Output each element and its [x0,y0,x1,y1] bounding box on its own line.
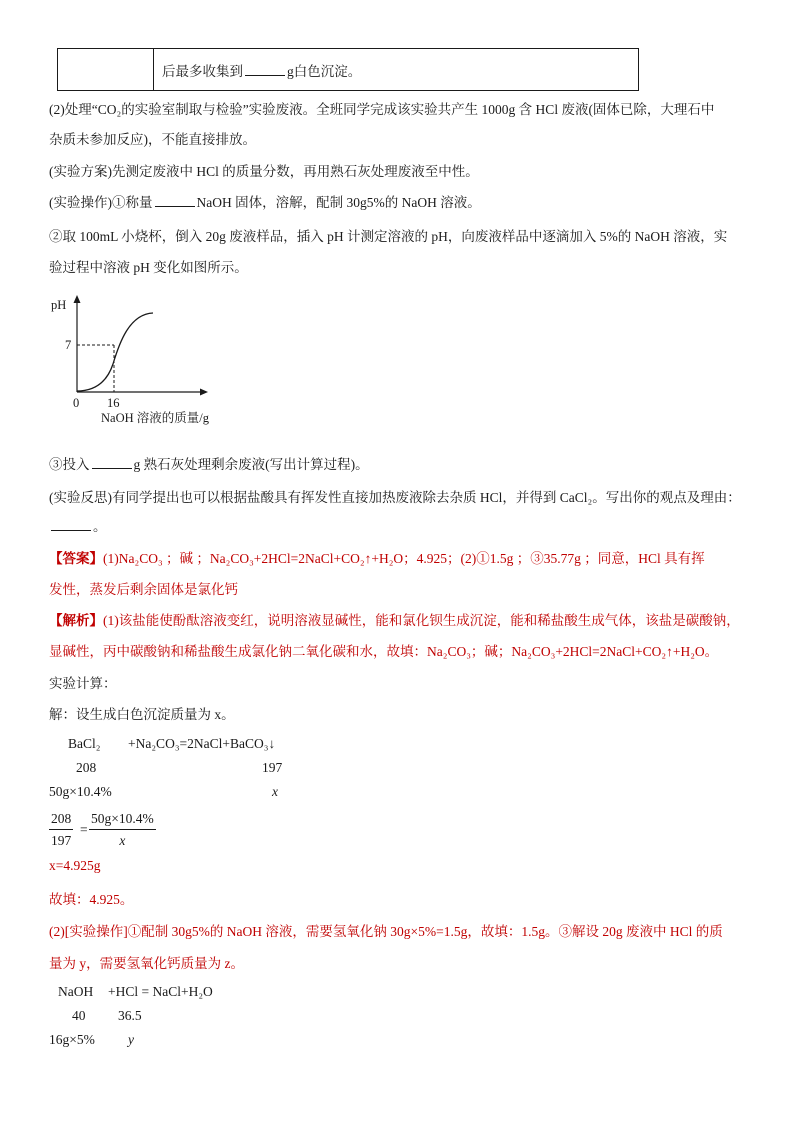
calc-heading: 实验计算： [49,676,117,691]
fraction-left-den: 197 [51,833,72,848]
eq1-given: 50g×10.4% [49,784,112,799]
fraction-equals: = [80,822,88,837]
eq1-right: +Na₂CO₃=2NaCl+BaCO₃↓ [128,736,276,751]
eq2-mass-40: 40 [72,1008,86,1023]
fraction-right-den: x [119,833,126,848]
reflect-line1: (实验反思)有同学提出也可以根据盐酸具有挥发性直接加热废液除去杂质 HCl，并得到 CaCl₂。写出你的观点及理由： [49,490,741,505]
y-tick-7: 7 [65,338,72,352]
analysis-text: (1)该盐能使酚酞溶液变红，说明溶液显碱性，能和氯化钡生成沉淀，能和稀盐酸生成气体，该盐是碳酸钠， [103,613,740,628]
fraction-left-num: 208 [49,811,73,830]
eq2-unknown: y [128,1032,134,1047]
eq2-right: +HCl = NaCl+H₂O [108,984,213,999]
table-text-after: g白色沉淀。 [287,63,362,79]
op2-line1: ②取 100mL 小烧杯，倒入 20g 废液样品，插入 pH 计测定溶液的 pH，向废液样品中逐滴加入 5%的 NaOH 溶液，实 [49,229,728,244]
x-axis-arrow [200,389,208,396]
reflect-end: 。 [93,519,107,534]
fraction-right [89,811,156,849]
part2-line2: 量为 y，需要氢氧化钙质量为 z。 [49,956,244,971]
answer-blank [51,518,91,531]
answer-blank [92,456,132,469]
op1-before: (实验操作)①称量 [49,195,153,210]
y-axis-arrow [74,295,81,303]
eq1-left: BaCl₂ [68,736,101,751]
eq2-left: NaOH [58,984,94,999]
calc-result: x=4.925g [49,858,101,873]
op1-after: NaOH 固体，溶解，配制 30g5%的 NaOH 溶液。 [196,195,481,210]
table-text-before: 后最多收集到 [162,63,243,79]
analysis-line1 [49,609,740,629]
table-cell-text [154,49,639,91]
eq1-mass-208: 208 [76,760,97,775]
fraction-right-num: 50g×10.4% [89,811,156,830]
ph-curve [77,313,153,391]
answer-line2: 发性，蒸发后剩余固体是氯化钙 [49,582,238,597]
eq1-mass-197: 197 [262,760,283,775]
calc-fill: 故填：4.925。 [49,892,134,907]
op3-after: g 熟石灰处理剩余废液(写出计算过程)。 [133,457,369,472]
table-row [58,49,639,91]
reflect-line2 [49,515,107,535]
answer-line1 [49,547,705,567]
analysis-line2: 显碱性，丙中碳酸钠和稀盐酸生成氯化钠二氧化碳和水，故填：Na₂CO₃；碱；Na₂CO₃+2HCl=2NaCl+CO₂↑+H₂O。 [49,644,719,659]
top-table [57,48,639,91]
eq2-mass-36-5: 36.5 [118,1008,142,1023]
analysis-tag: 【解析】 [49,613,103,628]
x-tick-16: 16 [107,396,120,410]
eq1-unknown: x [272,784,278,799]
ph-graph [45,292,265,432]
plan-text: (实验方案)先测定废液中 HCl 的质量分数，再用熟石灰处理废液至中性。 [49,164,479,179]
answer-text: (1)Na₂CO₃ ；碱 ；Na₂CO₃+2HCl=2NaCl+CO₂↑+H₂O；4.925；(2)①1.5g ；③35.77g ；同意，HCl 具有挥 [103,551,705,566]
y-axis-label: pH [51,298,67,312]
op3-text [49,453,369,473]
p2-line1: (2)处理“CO₂的实验室制取与检验”实验废液。全班同学完成该实验共产生 1000g 含 HCl 废液(固体已除，大理石中 [49,102,715,117]
p2-line2: 杂质未参加反应)，不能直接排放。 [49,132,256,147]
op1-text [49,191,481,211]
calc-set: 解：设生成白色沉淀质量为 x。 [49,707,235,722]
table-cell-empty [58,49,154,91]
op3-before: ③投入 [49,457,90,472]
x-origin-label: 0 [73,396,80,410]
x-axis-label: NaOH 溶液的质量/g [101,411,209,425]
op2-line2: 验过程中溶液 pH 变化如图所示。 [49,260,248,275]
eq2-given: 16g×5% [49,1032,95,1047]
fraction-left [49,811,73,849]
answer-tag: 【答案】 [49,551,103,566]
answer-blank [155,194,195,207]
answer-blank [245,63,285,76]
part2-line1: (2)[实验操作]①配制 30g5%的 NaOH 溶液，需要氢氧化钠 30g×5%=1.5g，故填：1.5g。③解设 20g 废液中 HCl 的质 [49,924,723,939]
